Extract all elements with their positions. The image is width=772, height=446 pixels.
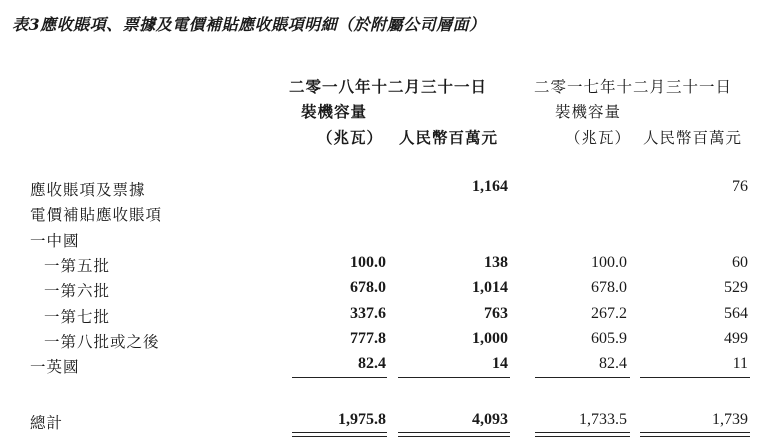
header-capacity-2018: 裝機容量: [301, 102, 368, 121]
cell-mw-2018: 678.0: [350, 279, 386, 296]
row-label: 電價補貼應收賬項: [30, 206, 163, 224]
cell-mw-2017: 100.0: [591, 254, 627, 271]
total-double-rule: [640, 432, 750, 433]
row-label: 一第七批: [44, 308, 111, 326]
total-label: 總計: [30, 414, 64, 432]
cell-rmb-2017: 499: [724, 330, 748, 347]
subtotal-rule: [535, 377, 630, 378]
cell-mw-2017: 267.2: [591, 305, 627, 322]
total-double-rule: [292, 436, 387, 437]
cell-rmb-2018: 138: [484, 254, 508, 271]
cell-rmb-2018: 1,014: [472, 279, 508, 296]
header-unit-rmb-2017: 人民幣百萬元: [643, 129, 743, 147]
header-date-2018: 二零一八年十二月三十一日: [289, 77, 488, 96]
total-rmb-2017: 1,739: [712, 411, 748, 428]
cell-mw-2017: 678.0: [591, 279, 627, 296]
cell-mw-2017: 605.9: [591, 330, 627, 347]
row-label: 一第五批: [44, 257, 111, 275]
total-double-rule: [535, 436, 630, 437]
header-unit-mw-2017: （兆瓦）: [565, 129, 632, 147]
cell-mw-2017: 82.4: [599, 355, 627, 372]
header-date-2017: 二零一七年十二月三十一日: [534, 78, 733, 96]
subtotal-rule: [640, 377, 750, 378]
cell-rmb-2018: 14: [492, 355, 508, 372]
cell-mw-2018: 777.8: [350, 330, 386, 347]
row-label: 一英國: [30, 358, 80, 376]
header-capacity-2017: 裝機容量: [555, 103, 622, 121]
total-mw-2017: 1,733.5: [579, 411, 627, 428]
cell-rmb-2018: 1,164: [472, 178, 508, 195]
total-double-rule: [535, 432, 630, 433]
cell-mw-2018: 100.0: [350, 254, 386, 271]
cell-mw-2018: 337.6: [350, 305, 386, 322]
total-mw-2018: 1,975.8: [338, 411, 386, 428]
cell-rmb-2017: 60: [732, 254, 748, 271]
total-double-rule: [398, 432, 510, 433]
total-rmb-2018: 4,093: [472, 411, 508, 428]
cell-rmb-2017: 529: [724, 279, 748, 296]
cell-rmb-2018: 1,000: [472, 330, 508, 347]
cell-rmb-2017: 11: [732, 355, 748, 372]
cell-rmb-2017: 76: [732, 178, 748, 195]
cell-mw-2018: 82.4: [358, 355, 386, 372]
row-label: 一第六批: [44, 282, 111, 300]
row-label: 一第八批或之後: [44, 333, 160, 351]
row-label: 一中國: [30, 232, 80, 250]
total-double-rule: [398, 436, 510, 437]
row-label: 應收賬項及票據: [30, 181, 146, 199]
cell-rmb-2017: 564: [724, 305, 748, 322]
header-unit-rmb-2018: 人民幣百萬元: [399, 128, 499, 147]
subtotal-rule: [398, 377, 510, 378]
cell-rmb-2018: 763: [484, 305, 508, 322]
total-double-rule: [292, 432, 387, 433]
table-title: 表3應收賬項、票據及電價補貼應收賬項明細（於附屬公司層面）: [12, 15, 486, 34]
header-unit-mw-2018: （兆瓦）: [317, 128, 384, 147]
subtotal-rule: [292, 377, 387, 378]
total-double-rule: [640, 436, 750, 437]
